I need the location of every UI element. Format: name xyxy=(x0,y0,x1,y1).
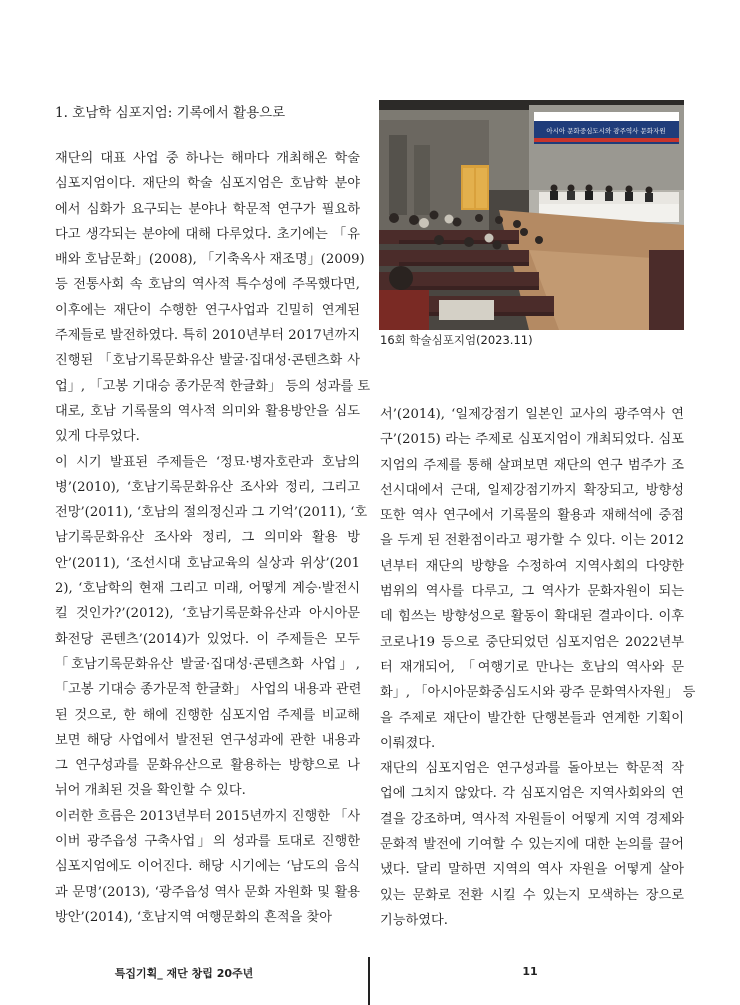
text-line: 또한 역사 연구에서 기록물의 활용과 재해석에 중점 xyxy=(380,508,684,524)
body-text-left-column xyxy=(55,146,371,930)
text-line: 남기록문화유산 조사와 정리, 그 의미와 활용 방 xyxy=(55,530,360,546)
text-line: 뉘어 개최된 것을 확인할 수 있다. xyxy=(55,783,246,799)
text-line: 있게 다루었다. xyxy=(55,429,140,445)
banner-text: 아시아 문화중심도시와 광주역사 문화자원 xyxy=(546,127,666,135)
page-number: 11 xyxy=(522,965,538,978)
text-line: 킬 것인가?’(2012), ‘호남기록문화유산과 아시아문 xyxy=(55,606,360,622)
text-line: 서’(2014), ‘일제강점기 일본인 교사의 광주역사 연 xyxy=(380,407,684,422)
text-line: 2), ‘호남학의 현재 그리고 미래, 어떻게 계승·발전시 xyxy=(55,581,360,597)
section-heading: 1. 호남학 심포지엄: 기록에서 활용으로 xyxy=(55,105,286,121)
text-line: 보면 해당 사업에서 발전된 연구성과에 관한 내용과 xyxy=(55,732,360,748)
text-line: 에서 심화가 요구되는 분야나 학문적 연구가 필요하 xyxy=(55,201,360,217)
text-line: 「고봉 기대승 종가문적 한글화」 사업의 내용과 관련 xyxy=(55,682,362,698)
text-line: 터 재개되어, 「여행기로 만나는 호남의 역사와 문 xyxy=(380,659,684,675)
text-line: 을 주제로 재단이 발간한 단행본들과 연계한 기획이 xyxy=(380,710,684,726)
text-line: 선시대에서 근대, 일제강점기까지 확장되고, 방향성 xyxy=(380,482,684,498)
text-line: 지엄의 주제를 통해 살펴보면 재단의 연구 범주가 조 xyxy=(380,457,684,473)
footer-section-title: 특집기획_ 재단 창립 20주년 xyxy=(114,967,254,980)
text-line: 재단의 대표 사업 중 하나는 해마다 개최해온 학술 xyxy=(55,151,360,166)
text-line: 냈다. 달리 말하면 지역의 역사 자원을 어떻게 살아 xyxy=(380,862,684,878)
text-line: 을 두게 된 전환점이라고 평가할 수 있다. 이는 2012 xyxy=(380,533,684,549)
symposium-photo xyxy=(379,100,684,330)
text-line: 대로, 호남 기록물의 역사적 의미와 활용방안을 심도 xyxy=(55,403,360,419)
text-line: 된 것으로, 한 해에 진행한 심포지엄 주제를 비교해 xyxy=(55,707,360,723)
text-line: 재단의 심포지엄은 연구성과를 돌아보는 학문적 작 xyxy=(380,761,684,777)
text-line: 문화적 발전에 기여할 수 있는지에 대한 논의를 끌어 xyxy=(380,837,684,853)
text-line: 이 시기 발표된 주제들은 ‘정묘·병자호란과 호남의 xyxy=(55,454,360,470)
text-line: 범위의 역사를 다루고, 그 역사가 문화자원이 되는 xyxy=(380,584,684,600)
text-line: 전망’(2011), ‘호남의 절의정신과 그 기억’(2011), ‘호 xyxy=(55,505,368,521)
text-line: 화」, 「아시아문화중심도시와 광주 문화역사자원」 등 xyxy=(380,685,696,701)
text-line: 「호남기록문화유산 발굴·집대성·콘텐츠화 사업」, xyxy=(55,656,360,672)
text-line: 심포지엄에도 이어진다. 해당 시기에는 ‘남도의 음식 xyxy=(55,859,360,875)
text-line: 과 문명’(2013), ‘광주읍성 역사 문화 자원화 및 활용 xyxy=(55,884,360,900)
text-line: 그 연구성과를 문화유산으로 활용하는 방향으로 나 xyxy=(55,758,360,774)
text-line: 이뤄졌다. xyxy=(380,735,436,751)
text-line: 병’(2010), ‘호남기록문화유산 조사와 정리, 그리고 xyxy=(55,479,360,495)
text-line: 있는 문화로 전환 시킬 수 있는지 모색하는 장으로 xyxy=(380,887,684,903)
text-line: 결을 강조하며, 역사적 자원들이 어떻게 지역 경제와 xyxy=(380,811,684,827)
text-line: 진행된 「호남기록문화유산 발굴·집대성·콘텐츠화 사 xyxy=(55,353,360,369)
text-line: 이버 광주읍성 구축사업」의 성과를 토대로 진행한 xyxy=(55,834,360,850)
text-line: 기능하였다. xyxy=(380,912,448,928)
text-line: 이러한 흐름은 2013년부터 2015년까지 진행한 「사 xyxy=(55,808,361,824)
text-line: 배와 호남문화」(2008), 「기축옥사 재조명」(2009) xyxy=(55,252,365,268)
text-line: 이후에는 재단이 수행한 연구사업과 긴밀히 연계된 xyxy=(55,302,360,318)
text-line: 구’(2015) 라는 주제로 심포지엄이 개최되었다. 심포 xyxy=(380,432,684,448)
text-line: 업에 그치지 않았다. 각 심포지엄은 지역사회와의 연 xyxy=(380,786,684,802)
text-line: 등 전통사회 속 호남의 역사적 특수성에 주목했다면, xyxy=(55,277,360,293)
text-line: 심포지엄이다. 재단의 학술 심포지엄은 호남학 분야 xyxy=(55,176,360,192)
text-line: 다고 생각되는 분야에 대해 다루었다. 초기에는 「유 xyxy=(55,226,360,242)
body-text-right-column xyxy=(380,402,696,933)
text-line: 안’(2011), ‘조선시대 호남교육의 실상과 위상’(201 xyxy=(55,555,360,571)
text-line: 데 힘쓰는 방향성으로 활동이 확대된 결과이다. 이후 xyxy=(380,609,684,625)
text-line: 코로나19 등으로 중단되었던 심포지엄은 2022년부 xyxy=(380,634,684,650)
text-line: 방안’(2014), ‘호남지역 여행문화의 흔적을 찾아 xyxy=(55,909,333,925)
text-line: 주제들로 발전하였다. 특히 2010년부터 2017년까지 xyxy=(55,328,360,344)
photo-caption: 16회 학술심포지엄(2023.11) xyxy=(380,333,533,347)
text-line: 업」, 「고봉 기대승 종가문적 한글화」 등의 성과를 토 xyxy=(55,378,371,394)
text-line: 년부터 재단의 방향을 수정하여 지역사회의 다양한 xyxy=(380,558,684,574)
text-line: 화전당 콘텐츠’(2014)가 있었다. 이 주제들은 모두 xyxy=(55,631,360,647)
